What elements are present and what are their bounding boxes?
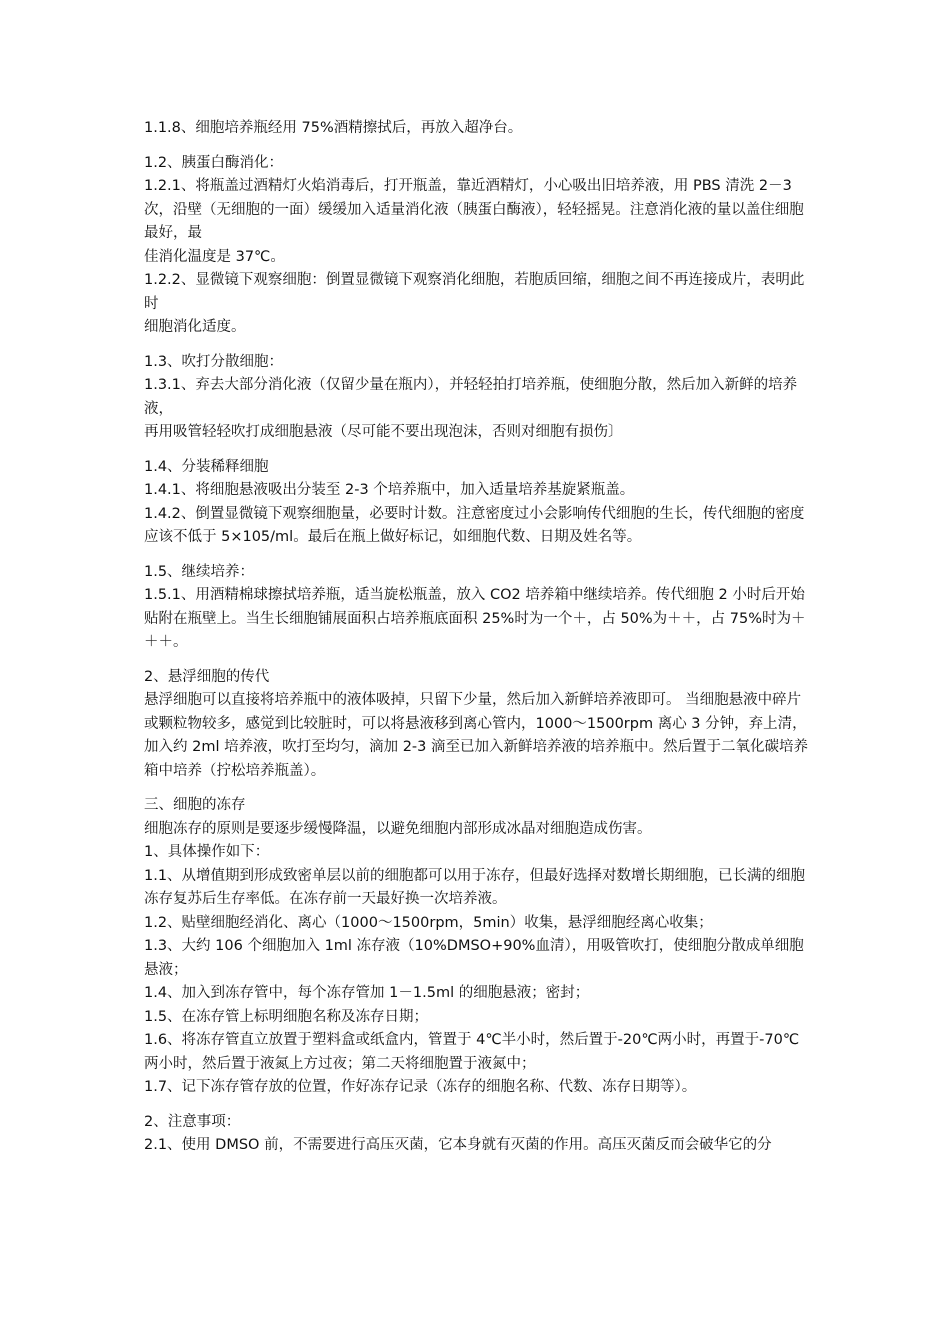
text-line: 细胞冻存的原则是要逐步缓慢降温，以避免细胞内部形成冰晶对细胞造成伤害。 xyxy=(144,820,652,837)
text-line: 2.1、使用 DMSO 前，不需要进行高压灭菌，它本身就有灭菌的作用。高压灭菌反而会破华它的分 xyxy=(144,1137,772,1153)
text-line: 佳消化温度是 37℃。 xyxy=(144,248,285,265)
text-line: 1.5.1、用酒精棉球擦拭培养瓶，适当旋松瓶盖，放入 CO2 培养箱中继续培养。传代细胞 2 小时后开始贴附在瓶壁上。当生长细胞铺展面积占培养瓶底面积 25%时为一个＋，占 50%为＋＋，占 75%时为＋＋＋。 xyxy=(144,587,806,650)
text-line: 1.7、记下冻存管存放的位置，作好冻存记录（冻存的细胞名称、代数、冻存日期等）。 xyxy=(144,1079,697,1095)
section-heading: 1.5、继续培养： xyxy=(144,563,255,580)
section-heading: 1.4、分装稀释细胞 xyxy=(144,458,269,475)
text-line: 细胞消化适度。 xyxy=(144,319,246,335)
text-line: 悬浮细胞可以直接将培养瓶中的液体吸掉，只留下少量，然后加入新鲜培养液即可。 当细胞悬液中碎片或颗粒物较多，感觉到比较脏时，可以将悬液移到离心管内，1000～1500rpm 离心 3 分钟，弃上清，加入约 2ml 培养液，吹打至均匀，滴加 2-3 滴至已加入新鲜培养液的培养瓶中。然后置于二氧化碳培养箱中培养（拧松培养瓶盖）。 xyxy=(144,692,808,779)
section-heading: 2、悬浮细胞的传代 xyxy=(144,668,270,685)
text-line: 1.2.1、将瓶盖过酒精灯火焰消毒后，打开瓶盖，靠近酒精灯，小心吸出旧培养液，用 PBS 清洗 2－3 次，沿壁（无细胞的一面）缓缓加入适量消化液（胰蛋白酶液），轻轻摇晃。注意消化液的量以盖住细胞最好，最 xyxy=(144,178,804,241)
text-line: 1.1.8、细胞培养瓶经用 75%酒精擦拭后，再放入超净台。 xyxy=(144,120,523,136)
text-line: 1.5、在冻存管上标明细胞名称及冻存日期； xyxy=(144,1008,429,1025)
text-line: 1.2、贴壁细胞经消化、离心（1000～1500rpm，5min）收集，悬浮细胞经离心收集； xyxy=(144,914,713,931)
document-body xyxy=(144,117,812,1158)
text-line: 1.4.1、将细胞悬液吸出分装至 2-3 个培养瓶中，加入适量培养基旋紧瓶盖。 xyxy=(144,482,635,498)
text-line: 1.4、加入到冻存管中，每个冻存管加 1－1.5ml 的细胞悬液；密封； xyxy=(144,985,590,1001)
text-line: 1.2.2、显微镜下观察细胞：倒置显微镜下观察消化细胞，若胞质回缩，细胞之间不再连接成片，表明此时 xyxy=(144,272,805,312)
text-line: 1.4.2、倒置显微镜下观察细胞量，必要时计数。注意密度过小会影响传代细胞的生长，传代细胞的密度应该不低于 5×105/ml。最后在瓶上做好标记，如细胞代数、日期及姓名等。 xyxy=(144,505,805,545)
section-heading: 1.2、胰蛋白酶消化： xyxy=(144,154,284,171)
text-line: 1.1、从增值期到形成致密单层以前的细胞都可以用于冻存，但最好选择对数增长期细胞，已长满的细胞冻存复苏后生存率低。在冻存前一天最好换一次培养液。 xyxy=(144,867,806,907)
text-line: 再用吸管轻轻吹打成细胞悬液（尽可能不要出现泡沫，否则对细胞有损伤〕 xyxy=(144,424,623,440)
section-heading: 三、细胞的冻存 xyxy=(144,797,246,813)
text-line: 1.6、将冻存管直立放置于塑料盒或纸盒内，管置于 4℃半小时，然后置于-20℃两小时，再置于-70℃两小时，然后置于液氮上方过夜；第二天将细胞置于液氮中； xyxy=(144,1032,800,1072)
text-line: 1.3、大约 106 个细胞加入 1ml 冻存液（10%DMSO+90%血清），用吸管吹打，使细胞分散成单细胞悬液； xyxy=(144,938,804,978)
section-heading: 2、注意事项： xyxy=(144,1113,241,1130)
subsection-heading: 1、具体操作如下： xyxy=(144,844,270,860)
text-line: 1.3.1、弃去大部分消化液（仅留少量在瓶内），并轻轻拍打培养瓶，使细胞分散，然后加入新鲜的培养液， xyxy=(144,377,798,417)
section-heading: 1.3、吹打分散细胞： xyxy=(144,353,284,370)
